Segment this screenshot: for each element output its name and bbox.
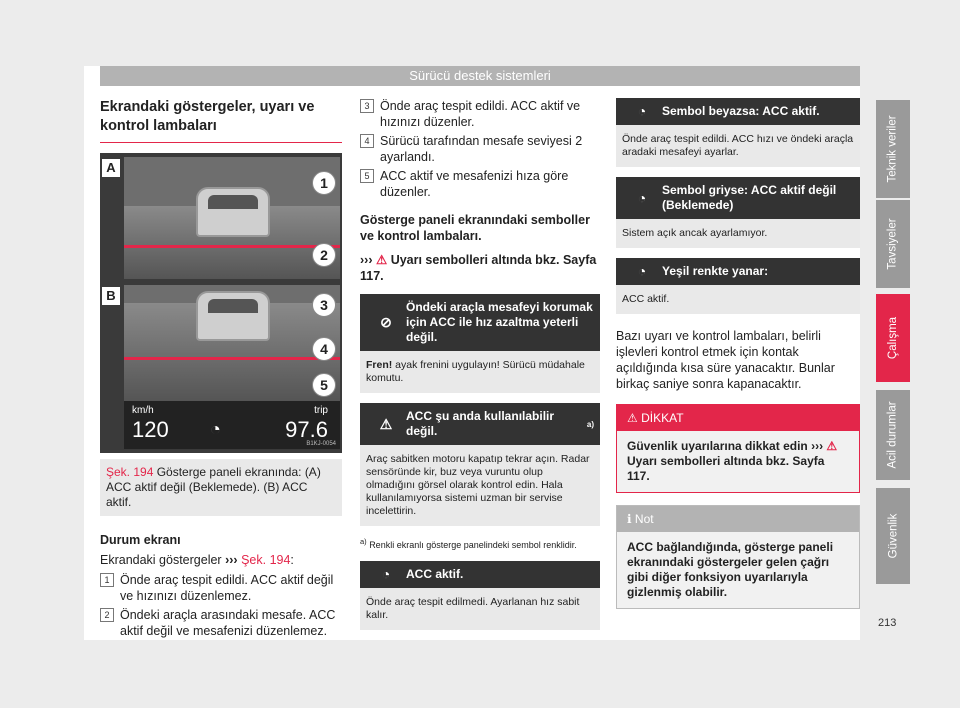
symbol-box-green: ◔ Yeşil renkte yanar: ACC aktif.	[616, 258, 860, 314]
acc-gauge-icon: ◔	[210, 419, 221, 439]
list-item: 1 Önde araç tespit edildi. ACC aktif değil ve hızınızı düzenlemez.	[100, 572, 342, 604]
tab-guvenlik[interactable]: Güvenlik	[876, 488, 910, 584]
figure-panel-a	[124, 157, 340, 279]
trip-value: 97.6	[285, 417, 328, 442]
figure-label-b: B	[102, 287, 120, 305]
symbol-box-active: ◔ ACC aktif. Önde araç tespit edilmedi. Ayarlanan hız sabit kalır.	[360, 561, 600, 630]
symbol-box-grey: ◔ Sembol griyse: ACC aktif değil (Beklemede) Sistem açık ancak ayarlamıyor.	[616, 177, 860, 248]
warning-reference[interactable]: ››› ⚠ Uyarı sembolleri altında bkz. Sayfa 117.	[360, 253, 597, 283]
callout-1: 1	[312, 171, 336, 195]
acc-green-icon: ◔	[637, 263, 647, 279]
warning-box: ⚠ DİKKAT Güvenlik uyarılarına dikkat edin ››› ⚠ Uyarı sembolleri altında bkz. Sayfa 117.	[616, 404, 860, 493]
warning-reference-link[interactable]: Uyarı sembolleri altında bkz. Sayfa 117.	[627, 454, 825, 483]
list-item: 5 ACC aktif ve mesafenizi hıza göre düzenler.	[360, 168, 600, 200]
acc-unavailable-icon: ⚠	[379, 415, 393, 432]
subheading: Gösterge paneli ekranındaki semboller ve kontrol lambaları.	[360, 213, 590, 243]
intro-text: Ekrandaki göstergeler ››› Şek. 194:	[100, 553, 294, 567]
tab-acil-durumlar[interactable]: Acil durumlar	[876, 390, 910, 480]
figure-code: B1KJ-0054	[306, 441, 336, 447]
symbol-box-unavailable: ⚠ ACC şu anda kullanılabilir değil. a) Araç sabitken motoru kapatıp tekrar açın. Radar sensöründe kir, buz veya vuruntu olup olmadığını görsel olarak kontrol edin. Hala kullanılamıyorsa sistemi uzman bir servise incelettirin.	[360, 403, 600, 526]
instrument-readout	[124, 401, 340, 449]
acc-active-icon: ◔	[381, 566, 391, 582]
column-2	[360, 98, 600, 630]
page-number: 213	[878, 617, 897, 629]
note-icon: ℹ	[627, 512, 632, 526]
symbol-box-distance: ⊘ Öndeki araçla mesafeyi korumak için ACC ile hız azaltma yeterli değil. Fren! ayak frenini uygulayın! Sürücü müdahale komutu.	[360, 294, 600, 393]
warning-triangle-icon: ⚠	[375, 253, 388, 267]
warning-triangle-icon: ⚠	[826, 439, 838, 453]
speed-unit: km/h	[132, 405, 154, 416]
speed-value: 120	[132, 417, 169, 442]
car-icon	[196, 187, 270, 237]
tab-calisma[interactable]: Çalışma	[876, 294, 910, 382]
acc-grey-icon: ◔	[637, 189, 647, 206]
note-box: ℹ Not ACC bağlandığında, gösterge paneli ekranındaki göstergeler gelen çağrı gibi diğer fonksiyon uyarılarıyla gizlenmiş olabilir.	[616, 505, 860, 609]
section-heading: Ekrandaki göstergeler, uyarı ve kontrol lambaları	[100, 98, 342, 143]
page-header: Sürücü destek sistemleri	[100, 66, 860, 86]
callout-2: 2	[312, 243, 336, 267]
figure-label-a: A	[102, 159, 120, 177]
tab-tavsiyeler[interactable]: Tavsiyeler	[876, 200, 910, 288]
caption-ref[interactable]: Şek. 194	[106, 465, 154, 479]
callout-3: 3	[312, 293, 336, 317]
distance-line	[124, 357, 340, 360]
callout-4: 4	[312, 337, 336, 361]
column-1	[100, 98, 342, 642]
figure-caption	[100, 459, 342, 516]
callout-5: 5	[312, 373, 336, 397]
list-item: 2 Öndeki araçla arasındaki mesafe. ACC aktif değil ve mesafenizi düzenlemez.	[100, 607, 342, 639]
car-icon	[196, 291, 270, 341]
trip-label: trip	[314, 405, 328, 416]
symbol-box-white: ◔ Sembol beyazsa: ACC aktif. Önde araç tespit edildi. ACC hızı ve öndeki araçla aradaki mesafeyi ayarlar.	[616, 98, 860, 167]
figure-panel-b	[124, 285, 340, 449]
figure-194	[100, 153, 342, 453]
footnote: $^{a)}$ Renkli ekranlı gösterge panelindeki sembol renklidir.	[360, 537, 577, 550]
caption-text: Gösterge paneli ekranında: (A) ACC aktif değil (Beklemede). (B) ACC aktif.	[106, 465, 321, 509]
info-paragraph: Bazı uyarı ve kontrol lambaları, belirli işlevleri kontrol etmek için kontak açıldığında kısa süre yanacaktır. Bunlar birkaç saniye sonra kapanacaktır.	[616, 329, 835, 391]
tab-teknik-veriler[interactable]: Teknik veriler	[876, 100, 910, 198]
figure-link[interactable]: Şek. 194	[241, 553, 291, 567]
subheading: Durum ekranı	[100, 533, 181, 547]
warning-triangle-icon: ⚠	[627, 411, 638, 425]
distance-warning-icon: ⊘	[380, 314, 392, 330]
acc-white-icon: ◔	[637, 103, 647, 119]
column-3	[616, 98, 860, 609]
distance-line	[124, 245, 340, 248]
list-item: 3 Önde araç tespit edildi. ACC aktif ve hızınızı düzenler.	[360, 98, 600, 130]
list-item: 4 Sürücü tarafından mesafe seviyesi 2 ayarlandı.	[360, 133, 600, 165]
